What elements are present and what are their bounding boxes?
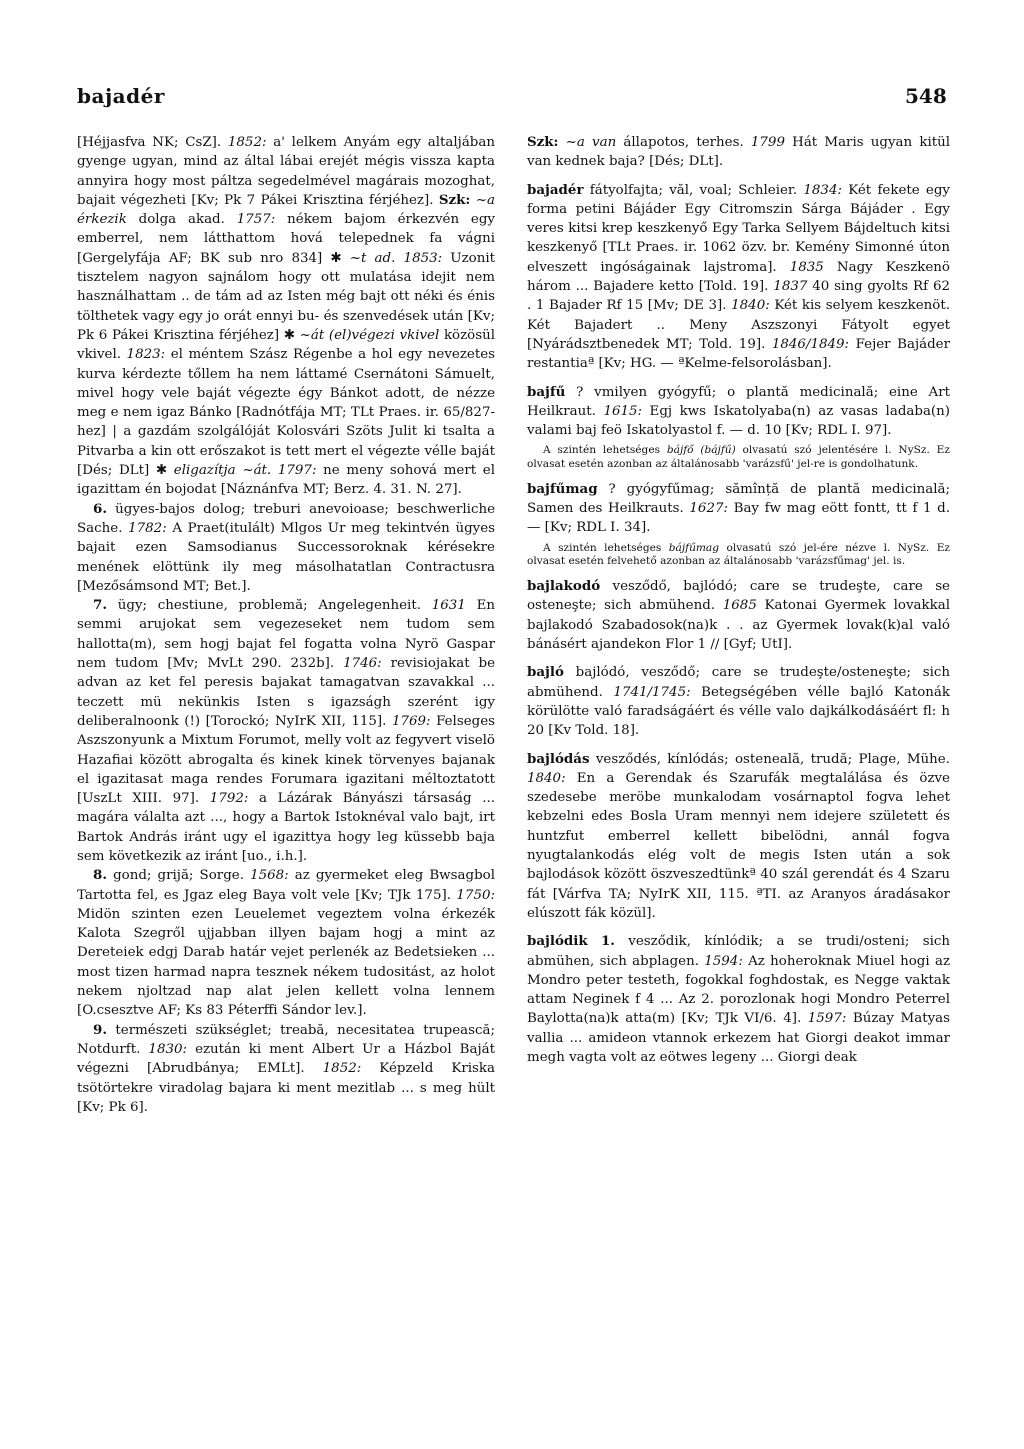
running-head-headword: bajadér [77, 84, 165, 108]
text-run: Két kis selyem keszkenöt. Két Bajadert .. Meny Aszszonyi Fátyolt egyet [Nyárádsztbenedek MT; Told. 19]. [527, 298, 950, 352]
bold-run: 7. [93, 597, 107, 614]
text-run: Uzonit tisztelem nagyon sajnálom hogy ott mulatása idejit nem használhattam .. de tám ad az Isten még bajt ott néki és énis tölthetek vagy egy jo orát ennyi bu- és szenvedések után [Kv; Pk 6 Pákei Krisztina férjéhez] ✱ [77, 250, 495, 343]
text-run: A szintén lehetséges [543, 541, 669, 554]
italic-run: 1746: [343, 656, 382, 672]
italic-run: 1835 [789, 259, 824, 275]
bold-run: bajlódás [527, 750, 590, 767]
italic-run: ~a van [558, 135, 617, 150]
text-run: ügyes-bajos dolog; treburi anevoioase; beschwerliche Sache. [77, 501, 495, 536]
bold-run: 6. [93, 500, 107, 517]
dictionary-entry [527, 932, 950, 1067]
italic-run: 1627: [689, 501, 728, 517]
sense-paragraph [77, 596, 495, 866]
italic-run: 1840: [731, 298, 770, 314]
text-run: Betegségében vélle bajló Katonák körülötte való faradságáért és vélle valo dajkálkodásáért fl: h 20 [Kv Told. 18]. [527, 684, 950, 739]
text-run: En a Gerendak és Szarufák megtalálása és özve szedesebe meröbe munkalodam vosárnaptol fogva lehet kebzelni edes Bosla Uram mennyi nem idejere született és huntzfut emberrel kellett bibelödni, annál fogva nyugtalankodás elég volt de megis Isten után a sok bajlodások között öszveszedtünkª 40 szál gerendát és 4 Szaru fát [Várfva TA; NyIrK XII, 115. ªTI. az Aranyos áradásakor elúszott fák közül]. [527, 770, 950, 921]
text-run: ügy; chestiune, problemă; Angelegenheit. [106, 598, 432, 614]
dictionary-entry [527, 750, 950, 924]
text-run: természeti szükséglet; treabă, necesitatea trupească; Notdurft. [77, 1022, 495, 1057]
italic-run: 1615: [603, 403, 643, 419]
text-run: ne meny sohová mert el igazittam én bojodat [Náznánfva MT; Berz. 4. 31. N. 27]. [77, 463, 495, 498]
text-run: Képzeld Kriska tsötörtekre viradolag bajara ki ment mezitlab ... s meg hült [Kv; Pk 6]. [77, 1061, 495, 1115]
right-column [527, 133, 950, 1067]
text-run: a Lázárak Bányászi társaság ... magára válalta azt ..., hogy a Bartok Istoknéval valo bajt, irt Bartok András iránt ugy el igazittya hogy leg küssebb baja sem következik az iránt [uo., i.h.]. [77, 791, 495, 864]
italic-run: ~t ad. [349, 250, 396, 266]
text-run: Fejer Bajáder restantiaª [Kv; HG. — ªKelme-felsorolásban]. [527, 336, 950, 372]
left-column [77, 133, 495, 1117]
italic-run: 1834: [803, 182, 842, 198]
italic-run: 1853: [403, 250, 443, 266]
text-run: dolga akad. [126, 212, 237, 228]
text-run: ezután ki ment Albert Ur a Házbol Baját végezni [Abrudbánya; EMLt]. [77, 1041, 496, 1077]
text-run: a' lelkem Anyám egy altaljában gyenge ugyan, mind az által lábai erejét mégis vissza kapta annyira hogy most páltza segedelmével magárais mozoghat, bajait végezheti [Kv; Pk 7 Pákei Krisztina férjéhez]. [77, 135, 495, 208]
text-run: fátyolfajta; văl, voal; Schleier. [583, 182, 804, 198]
text-run: 40 sing gyolts Rf 62 . 1 Bajader Rf 15 [Mv; DE 3]. [527, 279, 950, 314]
text-run: Bay fw mag eött fontt, tt f 1 d. — [Kv; RDL I. 34]. [527, 501, 951, 536]
italic-run: eligazítja ~át. [173, 463, 272, 479]
sense-paragraph [77, 1021, 495, 1117]
text-run: nékem bajom érkezvén egy emberrel, nem látthattom hová telepednek fa vágni [Gergelyfája AF; BK sub nro 834] ✱ [77, 212, 495, 266]
italic-run: 1792: [209, 791, 249, 807]
text-run: Midön szinten ezen Leuelemet vegeztem volna érkezék Kalota Szegről ujjabban illyen bajam hogj a mint az Dereteiek edgj Darab határ vejet perlenék az Bedetsieken ... most tizen harmad napra tesznek nékem tudositást, az holot nekem njoltzad nap alat jelen kellett volna lennem [O.csesztve AF; Ks 83 Péterffi Sándor lev.]. [77, 906, 495, 1019]
italic-run: 1750: [456, 887, 495, 903]
italic-run: 1846/1849: [771, 336, 850, 352]
italic-run: bájfűmag [668, 541, 720, 554]
text-run [395, 251, 403, 266]
text-run: Felseges Aszszonyunk a Mixtum Forumot, melly volt az fegyvert viselö Hazafiai között abrogalta és kinek kinek törvenyes bajanak el igazitasat maga rendes Forumara igazitani méltoztatott [UszLt XIII. 97]. [77, 713, 496, 807]
text-run: Katonai Gyermek lovakkal bajlakodó Szabadosok(na)k . . az Gyermek lovak(k)al való bánásért ajandekon Flor 1 // [Gyf; UtI]. [527, 598, 950, 653]
sense-paragraph [77, 866, 495, 1020]
text-run: vesződő, bajlódó; care se trudeşte, care se osteneşte; sich abmühend. [527, 579, 950, 614]
italic-run: 1797: [277, 463, 317, 479]
text-run [588, 934, 601, 949]
text-run: olvasatú szó jel-ére nézve l. NySz. Ez olvasat esetén felvehető azonban az általánosabb 'varázsfűmag' jel. is. [527, 541, 951, 567]
text-run: ? gyógyfűmag; sămînță de plantă medicinală; Samen des Heilkrauts. [527, 481, 950, 517]
text-run: Nagy Keszkenö három ... Bajadere ketto [Told. 19]. [527, 259, 950, 295]
italic-run: 1852: [322, 1061, 362, 1077]
bold-run: bajló [527, 664, 564, 681]
italic-run: 1830: [148, 1041, 188, 1057]
bold-run: bajfű [527, 383, 566, 400]
bold-run: bajlódik [527, 933, 588, 950]
italic-run: 1782: [128, 520, 167, 536]
dictionary-entry [527, 663, 950, 740]
text-run: olvasatú szó jelentésére l. NySz. Ez olvasat esetén azonban az általánosabb 'varázsfű' jel-re is gondolhatunk. [527, 444, 950, 470]
text-run: [Héjjasfva NK; CsZ]. [77, 135, 228, 150]
bold-run: 1. [600, 933, 615, 950]
italic-run: bájfő (bájfű) [666, 444, 736, 457]
text-run: En semmi arujokat sem vegezeseket nem tudom sem hallotta(m), sem hogj bajat fel fogatta volna Nyrö Gaspar nem tudom [Mv; MvLt 290. 232b]. [77, 598, 496, 672]
italic-run: 1769: [391, 713, 431, 729]
text-run: az gyermeket eleg Bwsagbol Tartotta fel, es Jgaz eleg Baya volt vele [Kv; TJk 175]. [77, 868, 495, 903]
page-number: 548 [905, 84, 947, 108]
dictionary-entry [527, 577, 950, 654]
bold-run: 9. [93, 1021, 107, 1038]
italic-run: 1757: [236, 212, 276, 228]
bold-run: bajlakodó [527, 578, 601, 595]
bold-run: 8. [93, 867, 107, 884]
text-run: Egj kws Iskatolyaba(n) az vasas ladaba(n) valami baj feö Iskatolyastol f. — d. 10 [Kv; RDL I. 97]. [527, 403, 950, 439]
bold-run: bajadér [527, 181, 584, 198]
italic-run: 1685 [722, 598, 757, 614]
italic-run: 1840: [527, 770, 566, 786]
dictionary-entry [527, 383, 950, 441]
sense-paragraph [77, 500, 495, 596]
text-run: A szintén lehetséges [543, 444, 667, 457]
italic-run: 1852: [227, 135, 267, 150]
text-paragraph [77, 133, 495, 500]
italic-run: ~át (el)végezi vkivel [299, 327, 440, 343]
italic-run: 1568: [250, 868, 289, 884]
text-run: revisiojakat be advan az ket fel peresis bajakat tamagatvan szavakkal ... teczett mü nekünkis Isten s igazságh szerént igy deliberalnoonk (!) [Torockó; NyIrK XII, 115]. [77, 656, 496, 729]
italic-run: 1631 [431, 598, 466, 614]
bold-run: Szk: [438, 191, 471, 208]
text-run: Az hoheroknak Miuel hogi az Mondro peter testeth, fogokkal foghdostak, es Negge vaktak attam Neginek f 4 ... Az 2. porozlonak hogi Mondro Peterrel Baylotta(na)k atta(m) [Kv; TJk VI/6. 4]. [527, 953, 950, 1027]
text-run: közösül vkivel. [77, 327, 496, 363]
text-run: ? vmilyen gyógyfű; o plantă medicinală; eine Art Heilkraut. [527, 384, 950, 419]
entry-footnote [527, 444, 950, 470]
text-run: vesződik, kínlódik; a se trudi/osteni; sich abmühen, sich abplagen. [527, 934, 950, 969]
bold-run: bajfűmag [527, 480, 598, 497]
text-run: el méntem Szász Régenbe a hol egy nevezetes kurva kérdezte tőllem ha nem láttamé Csernátoni Sámuelt, mivel hogy vele baját végezte égy Bánkot adott, de nézze meg e nem igaz Bánko [Radnótfája MT; TLt Praes. ir. 65/827-hez] | a gazdám szolgálóját Kolosvári Szöts Julit ki tsalta a Pitvarba a kin ott erőszakot is tett mert el végezte vélle baját [Dés; DLt] ✱ [77, 347, 495, 479]
italic-run: 1823: [126, 347, 166, 363]
text-run: vesződés, kínlódás; osteneală, trudă; Plage, Mühe. [589, 751, 950, 767]
italic-run: 1594: [704, 953, 743, 969]
text-run: állapotos, terhes. [616, 135, 751, 150]
dictionary-entry [527, 181, 950, 374]
italic-run: 1741/1745: [613, 684, 691, 700]
italic-run: 1799 [750, 135, 785, 150]
text-run: gond; grijă; Sorge. [106, 868, 251, 884]
italic-run: 1837 [773, 279, 808, 295]
dictionary-entry [527, 480, 950, 538]
bold-run: Szk: [527, 134, 559, 150]
text-paragraph [527, 133, 950, 172]
entry-footnote [527, 542, 950, 568]
text-run: Búzay Matyas vallia ... amideon vtannok erkezem hat Giorgi deakot immar megh vagta volt az eötwes legeny ... Giorgi deak [527, 1011, 951, 1065]
text-run [271, 463, 278, 478]
text-run: bajlódó, vesződő; care se trudeşte/osteneşte; sich abmühend. [527, 665, 950, 700]
text-run: Két fekete egy forma petini Bájáder Egy Citromszin Sárga Bájáder . Egy veres kitsi krep keszkenyő Egy Tarka Sellyem Bájdeltuch kitsi keszkenyő [TLt Praes. ir. 1062 özv. br. Kemény Simonné úton elveszett ingóságainak lajstroma]. [527, 182, 950, 275]
italic-run: ~a érkezik [77, 192, 495, 228]
text-run: Hát Maris ugyan kitül van kednek baja? [Dés; DLt]. [527, 135, 951, 170]
italic-run: 1597: [807, 1011, 847, 1027]
text-run: A Praet(itulált) Mlgos Ur meg tekintvén ügyes bajait ezen Samsodianus Successoroknak kérésekre menének elöttünk ily meg másolhatatlan Contractusra [Mezősámsond MT; Bet.]. [77, 520, 496, 594]
